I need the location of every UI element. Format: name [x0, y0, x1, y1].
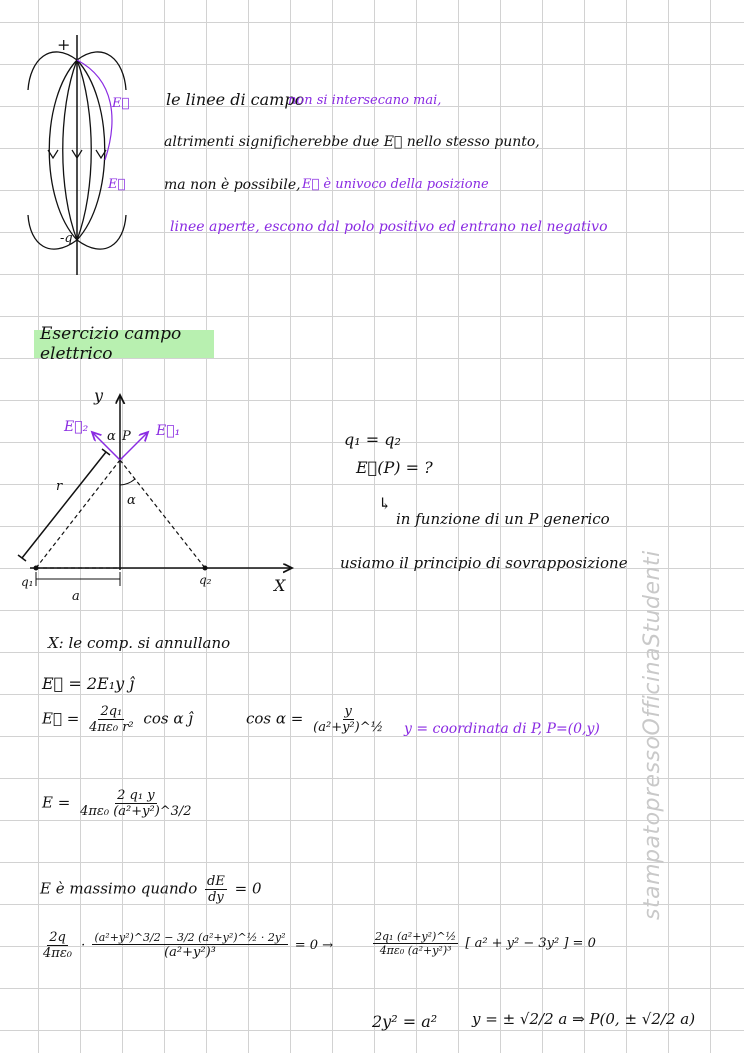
e-equation-2	[42, 704, 193, 735]
cos-num: y	[344, 704, 352, 719]
minus-charge-label: -q	[60, 231, 73, 246]
result-equation-1: 2y² = a²	[372, 1012, 438, 1031]
note-line-2: altrimenti significherebbe due E⃗ nello stesso punto,	[164, 134, 540, 150]
deriv-num1: 2q	[49, 930, 66, 945]
e-final-equation	[42, 788, 197, 819]
simp-num: 2q₁ (a²+y²)^½	[375, 930, 457, 943]
max-rhs: = 0	[234, 879, 262, 898]
result-equation-2: y = ± √2/2 a ⇒ P(0, ± √2/2 a)	[472, 1010, 696, 1028]
cos-fraction	[311, 704, 385, 735]
note-line-3b: E⃗ è univoco della posizione	[302, 177, 489, 192]
deriv-den2: (a²+y²)³	[164, 945, 216, 960]
e-eq2-fraction	[87, 704, 136, 735]
section-title: Esercizio campo elettrico	[34, 330, 214, 358]
max-den: dy	[208, 890, 224, 905]
arrow-mark: ↳	[378, 494, 392, 513]
derivative-equation	[38, 930, 333, 961]
e-of-p: E⃗(P) = ?	[356, 458, 433, 477]
e-vector-label-mid: E⃗	[108, 177, 126, 192]
max-text: E è massimo quando	[40, 879, 198, 898]
field-lines-diagram	[20, 30, 160, 290]
e-eq2-rhs: cos α ĵ	[143, 709, 193, 728]
note-line-1a: le linee di campo	[166, 90, 305, 109]
deriv-den1: 4πε₀	[43, 946, 73, 961]
y-coordinate-note: y = coordinata di P, P=(0,y)	[404, 721, 600, 737]
x-axis-label: X	[274, 576, 286, 595]
note-line-3a: ma non è possibile,	[164, 177, 301, 193]
a-label: a	[72, 589, 80, 604]
q2-label: q₂	[199, 573, 212, 587]
e-final-den: 4πε₀ (a²+y²)^3/2	[80, 804, 192, 819]
charge-diagram	[0, 380, 300, 610]
p-label: P	[122, 429, 131, 444]
e-eq2-num: 2q₁	[100, 704, 123, 719]
y-axis-label: y	[94, 386, 104, 405]
max-num: dE	[207, 874, 225, 889]
deriv-num2: (a²+y²)^3/2 − 3/2 (a²+y²)^½ · 2y²	[94, 931, 286, 944]
simp-rhs: [ a² + y² − 3y² ] = 0	[465, 936, 596, 951]
plus-charge-label: +	[57, 35, 71, 54]
x-components-note: X: le comp. si annullano	[48, 634, 231, 652]
cos-alpha-equation	[246, 704, 388, 735]
alpha-center-label: α	[127, 493, 136, 508]
superposition-note: usiamo il principio di sovrapposizione	[340, 554, 628, 572]
e-vector-label-top: E⃗	[112, 96, 130, 111]
note-line-1b: non si intersecano mai,	[288, 93, 442, 108]
maximum-condition	[40, 874, 262, 905]
e-final-fraction	[78, 788, 194, 819]
r-label: r	[56, 479, 63, 494]
deriv-fraction-1	[41, 930, 74, 961]
watermark: stampatopressoOfficinaStudenti	[640, 550, 665, 920]
e-final-num: 2 q₁ y	[117, 788, 155, 803]
generic-point-note: in funzione di un P generico	[396, 510, 610, 528]
e2-label: E⃗₂	[64, 419, 89, 435]
deriv-fraction-2	[92, 931, 287, 960]
e-equation-1: E⃗ = 2E₁y ĵ	[42, 674, 135, 693]
e-eq2-den: 4πε₀ r²	[89, 720, 134, 735]
q1-label: q₁	[21, 575, 34, 589]
e-eq2-lhs: E⃗ =	[42, 709, 80, 728]
deriv-dot: ·	[81, 938, 86, 953]
simp-den: 4πε₀ (a²+y²)³	[379, 944, 452, 957]
cos-lhs: cos α =	[246, 709, 304, 728]
q-equality: q₁ = q₂	[344, 430, 401, 449]
note-line-4: linee aperte, escono dal polo positivo ed entrano nel negativo	[170, 219, 608, 235]
e-final-lhs: E =	[42, 793, 71, 812]
e1-label: E⃗₁	[156, 423, 181, 439]
simp-fraction	[373, 930, 458, 957]
alpha-left-label: α	[107, 429, 116, 444]
max-fraction	[205, 874, 227, 905]
deriv-rhs: = 0 →	[294, 938, 334, 953]
cos-den: (a²+y²)^½	[313, 720, 384, 735]
simplified-equation	[370, 930, 596, 957]
